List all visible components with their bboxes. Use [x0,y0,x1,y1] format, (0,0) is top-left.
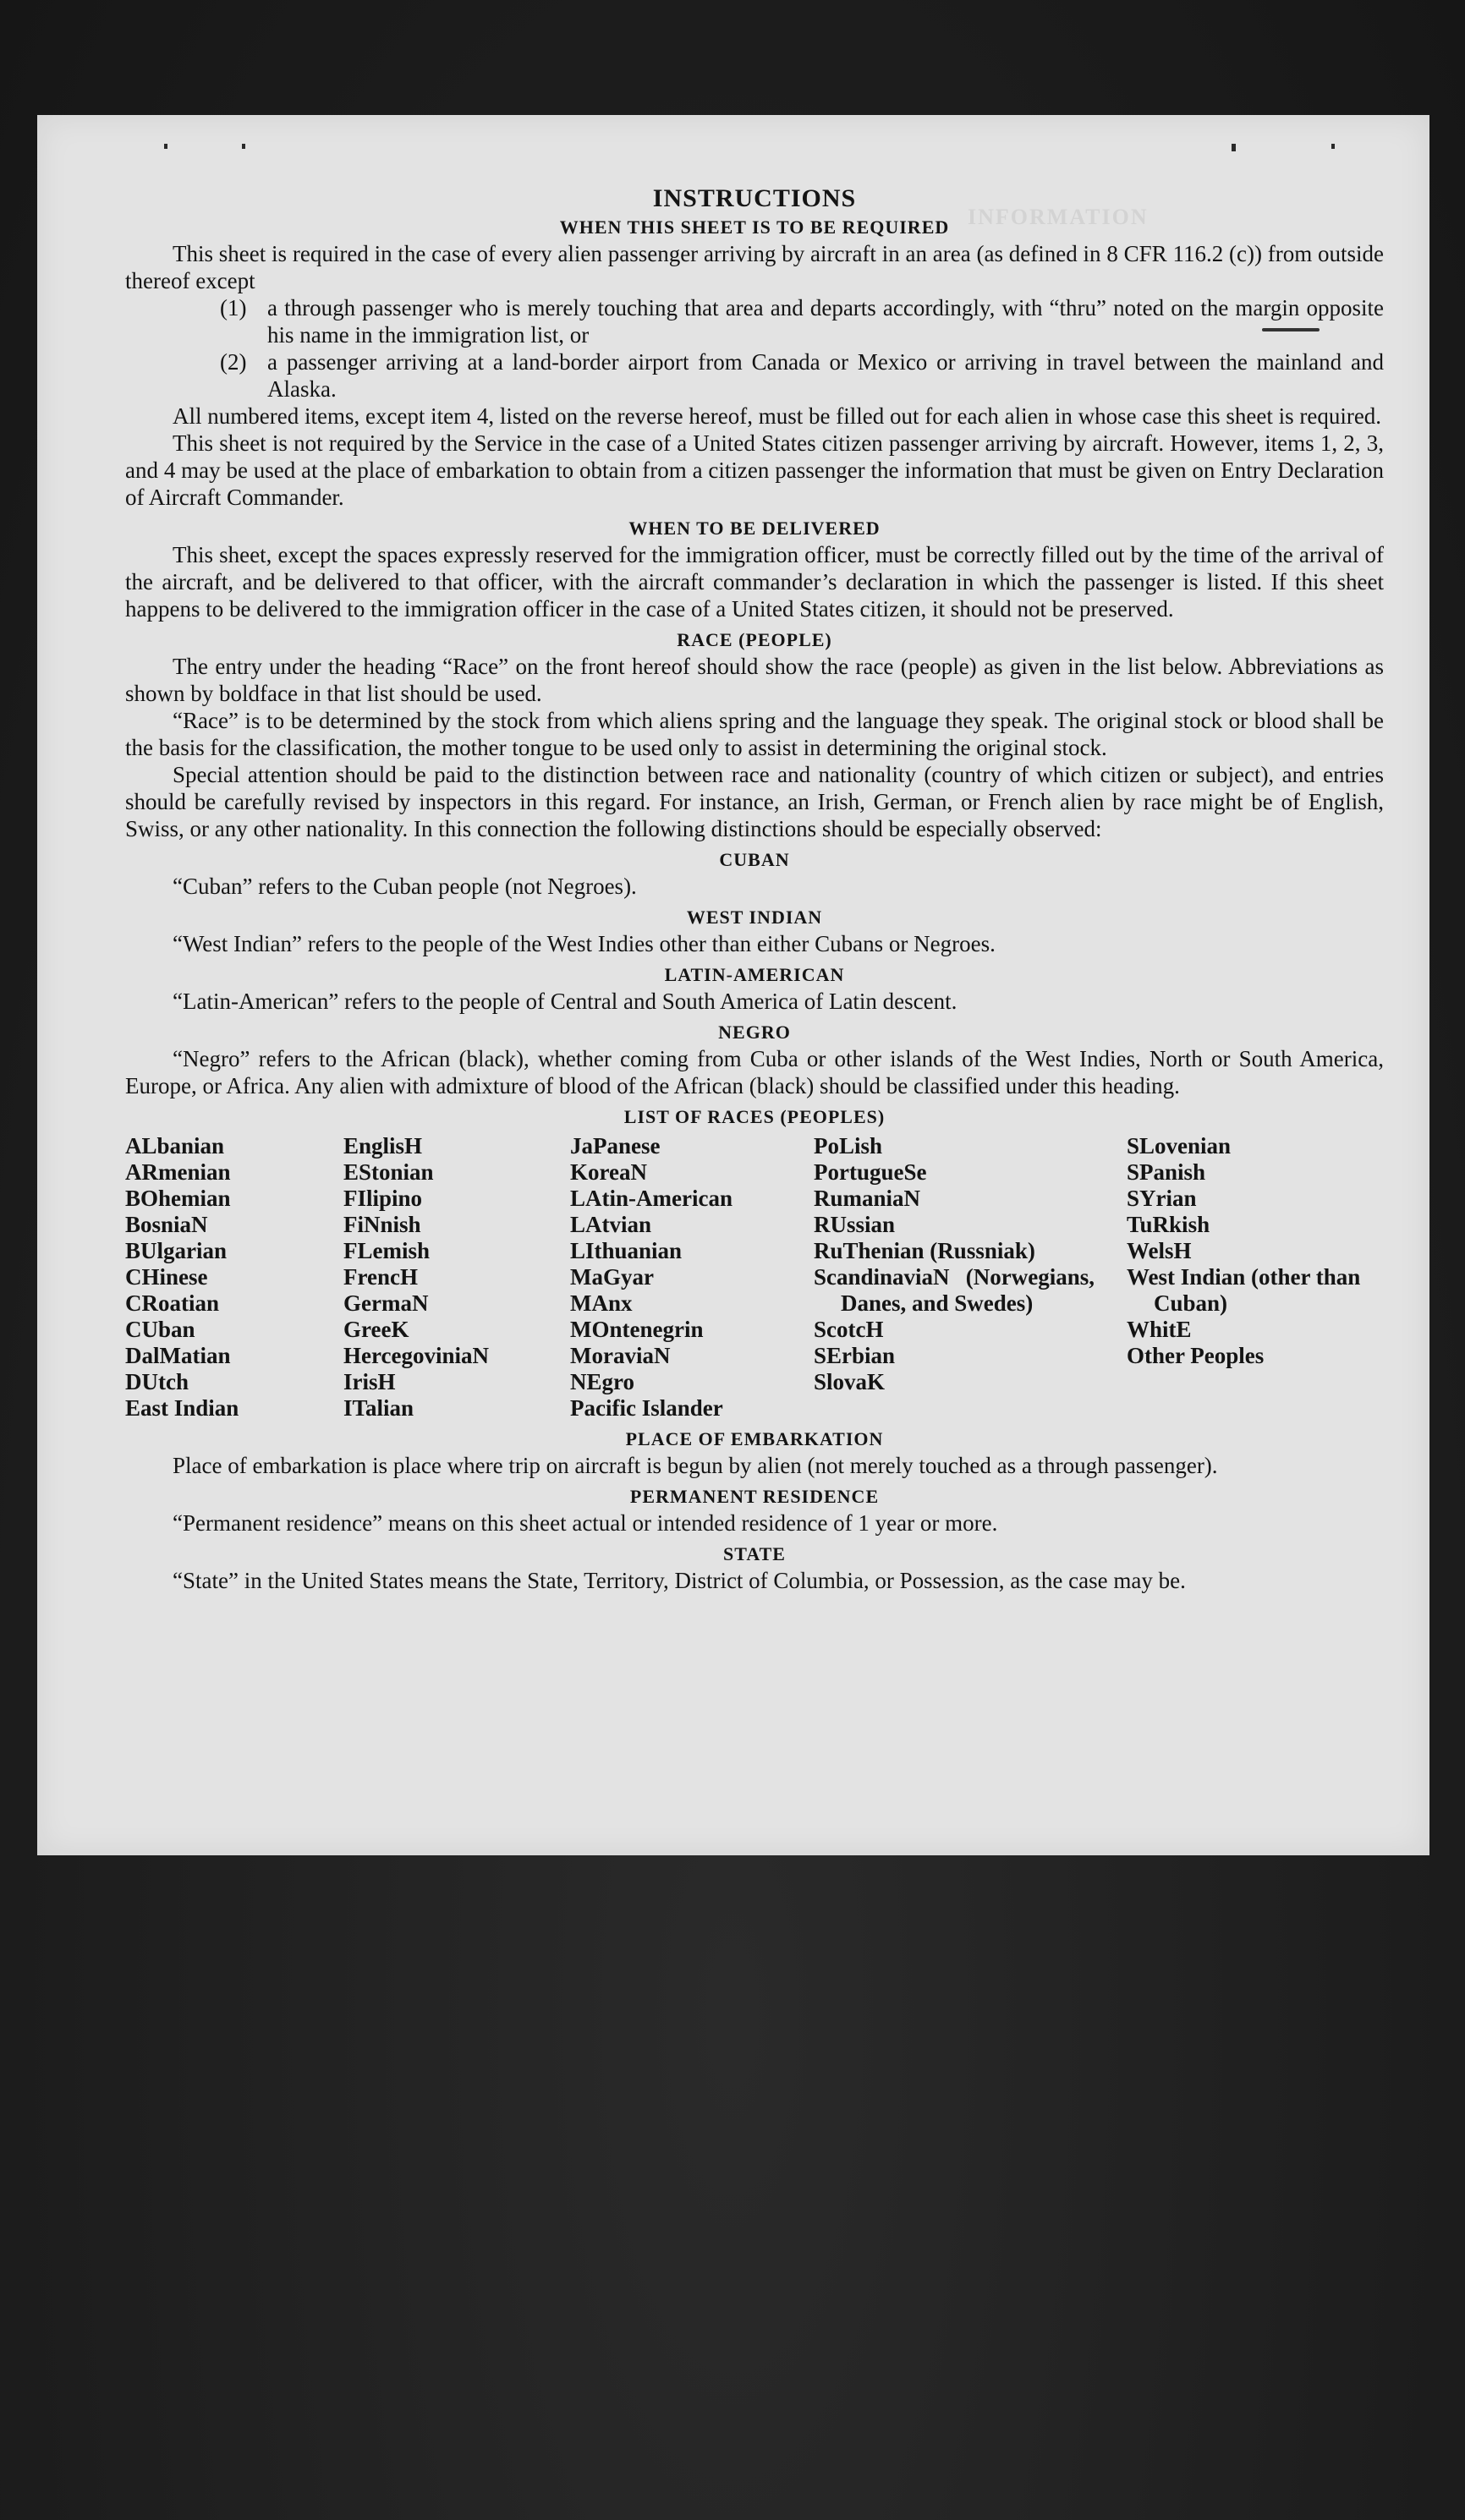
paragraph-latin-american: “Latin-American” refers to the people of Central and South America of Latin descent. [173,989,957,1014]
race-entry: FiNnish [343,1212,421,1237]
section-heading-when-delivered: WHEN TO BE DELIVERED [628,518,881,539]
race-entry: ALbanian [125,1133,225,1159]
exception-item-text: a through passenger who is merely touching that area and departs accordingly, with “thru” noted on the margin opposite his name in the immigration list, or [267,295,1384,348]
race-list-column [814,1133,1127,1422]
race-entry: IrisH [343,1369,396,1394]
race-list-column [570,1133,814,1422]
paragraph-residence: “Permanent residence” means on this sheet actual or intended residence of 1 year or more. [173,1510,998,1536]
section-heading-latin-american: LATIN-AMERICAN [664,964,845,985]
race-entry: ScotcH [814,1317,884,1342]
race-entry: FIlipino [343,1186,423,1211]
paragraph-numbered-items: All numbered items, except item 4, listed on the reverse hereof, must be filled out for each alien in whose case this sheet is required. [173,403,1382,429]
race-entry: BosniaN [125,1212,208,1237]
race-entry: CRoatian [125,1290,220,1316]
race-entry: SErbian [814,1343,896,1368]
race-entry: DalMatian [125,1343,231,1368]
punch-mark [1232,144,1236,151]
paragraph-race-entry: The entry under the heading “Race” on the front hereof should show the race (people) as given in the list below. Abbreviations as shown by boldface in that list should be used. [125,654,1384,706]
section-heading-state: STATE [723,1543,786,1564]
race-entry: SLovenian [1127,1133,1232,1159]
race-entry: CHinese [125,1264,208,1290]
race-entry: ScandinaviaN (Norwegians, Danes, and Swedes) [814,1264,1095,1316]
race-entry: RumaniaN [814,1186,921,1211]
race-entry: LAtin-American [570,1186,732,1211]
race-entry: TuRkish [1127,1212,1210,1237]
race-entry: WhitE [1127,1317,1192,1342]
paragraph-cuban: “Cuban” refers to the Cuban people (not Negroes). [173,874,637,899]
page-title: INSTRUCTIONS [652,184,857,212]
bleed-through-ghost-text: INFORMATION [968,205,1149,229]
race-entry: MaGyar [570,1264,654,1290]
paragraph-when-required-intro: This sheet is required in the case of every alien passenger arriving by aircraft in an area (as defined in 8 CFR 116.2 (c)) from outside thereof except [125,241,1384,293]
document-sheet [37,115,1429,1855]
race-entry: Other Peoples [1127,1343,1265,1368]
section-heading-list-of-races: LIST OF RACES (PEOPLES) [623,1106,886,1127]
race-entry: FrencH [343,1264,418,1290]
race-entry: MoraviaN [570,1343,671,1368]
paragraph-race-stock: “Race” is to be determined by the stock from which aliens spring and the language they speak. The original stock or blood shall be the basis for the classification, the mother tongue to be used only to assist in determining the original stock. [125,708,1384,760]
race-entry: GreeK [343,1317,409,1342]
punch-mark [164,144,167,149]
paragraph-west-indian: “West Indian” refers to the people of the West Indies other than either Cubans or Negroes. [173,931,996,956]
paragraph-state: “State” in the United States means the State, Territory, District of Columbia, or Possession, as the case may be. [173,1568,1186,1593]
section-heading-cuban: CUBAN [719,849,790,870]
race-entry: JaPanese [570,1133,661,1159]
race-entry: Pacific Islander [570,1395,723,1421]
section-heading-negro: NEGRO [718,1022,791,1043]
section-heading-embarkation: PLACE OF EMBARKATION [625,1428,884,1449]
section-heading-west-indian: WEST INDIAN [686,907,823,928]
race-entry: East Indian [125,1395,239,1421]
instructions-content [125,184,1384,1594]
paragraph-negro: “Negro” refers to the African (black), whether coming from Cuba or other islands of the West Indies, North or South America, Europe, or Africa. Any alien with admixture of blood of the African (black) should be classified under this heading. [125,1046,1384,1098]
race-entry: HercegoviniaN [343,1343,489,1368]
paragraph-race-nationality: Special attention should be paid to the distinction between race and nationality (country of which citizen or subject), and entries should be carefully revised by inspectors in this regard. For instance, an Irish, German, or French alien by race might be of English, Swiss, or any other nationality. In this connection the following distinctions should be especially observed: [125,762,1384,841]
race-entry: LAtvian [570,1212,652,1237]
race-entry: ITalian [343,1395,414,1421]
race-entry: BUlgarian [125,1238,228,1263]
race-entry: SPanish [1127,1159,1206,1185]
race-entry: CUban [125,1317,195,1342]
race-entry: RUssian [814,1212,896,1237]
race-entry: LIthuanian [570,1238,683,1263]
race-entry: GermaN [343,1290,429,1316]
race-entry: West Indian (other than Cuban) [1127,1264,1361,1316]
race-entry: MAnx [570,1290,633,1316]
exception-item-number: (1) [220,295,247,320]
race-list-column [1127,1133,1384,1422]
exception-item-1 [220,294,1384,348]
race-entry: PortugueSe [814,1159,927,1185]
race-entry: RuThenian (Russniak) [814,1238,1035,1263]
race-entry: SlovaK [814,1369,886,1394]
section-heading-residence: PERMANENT RESIDENCE [629,1486,880,1507]
exception-item-text: a passenger arriving at a land-border airport from Canada or Mexico or arriving in travel between the mainland and Alaska. [267,349,1384,402]
race-list-column [125,1133,343,1422]
race-entry: PoLish [814,1133,883,1159]
paragraph-when-delivered: This sheet, except the spaces expressly reserved for the immigration officer, must be correctly filled out by the time of the arrival of the aircraft, and be delivered to that officer, with the aircraft commander’s declaration in which the passenger is listed. If this sheet happens to be delivered to the immigration officer in the case of a United States citizen, it should not be preserved. [125,542,1384,622]
race-entry: WelsH [1127,1238,1192,1263]
race-entry: KoreaN [570,1159,647,1185]
race-entry: FLemish [343,1238,431,1263]
exception-item-number: (2) [220,349,247,375]
section-heading-race: RACE (PEOPLE) [677,629,832,650]
race-entry: MOntenegrin [570,1317,704,1342]
race-list-table [125,1133,1384,1422]
paragraph-citizen-passenger: This sheet is not required by the Service in the case of a United States citizen passenger arriving by aircraft. However, items 1, 2, 3, and 4 may be used at the place of embarkation to obtain from a citizen passenger the information that must be given on Entry Declaration of Aircraft Commander. [125,430,1384,510]
punch-mark [242,144,245,149]
race-entry: ARmenian [125,1159,231,1185]
paragraph-embarkation: Place of embarkation is place where trip on aircraft is begun by alien (not merely touched as a through passenger). [173,1453,1218,1478]
race-entry: EStonian [343,1159,434,1185]
punch-mark [1331,144,1335,149]
race-entry: NEgro [570,1369,635,1394]
race-entry: EnglisH [343,1133,423,1159]
exception-item-2 [220,348,1384,403]
race-entry: DUtch [125,1369,189,1394]
section-heading-when-required: WHEN THIS SHEET IS TO BE REQUIRED [559,216,950,238]
race-entry: SYrian [1127,1186,1197,1211]
race-entry: BOhemian [125,1186,231,1211]
race-list-column [343,1133,570,1422]
